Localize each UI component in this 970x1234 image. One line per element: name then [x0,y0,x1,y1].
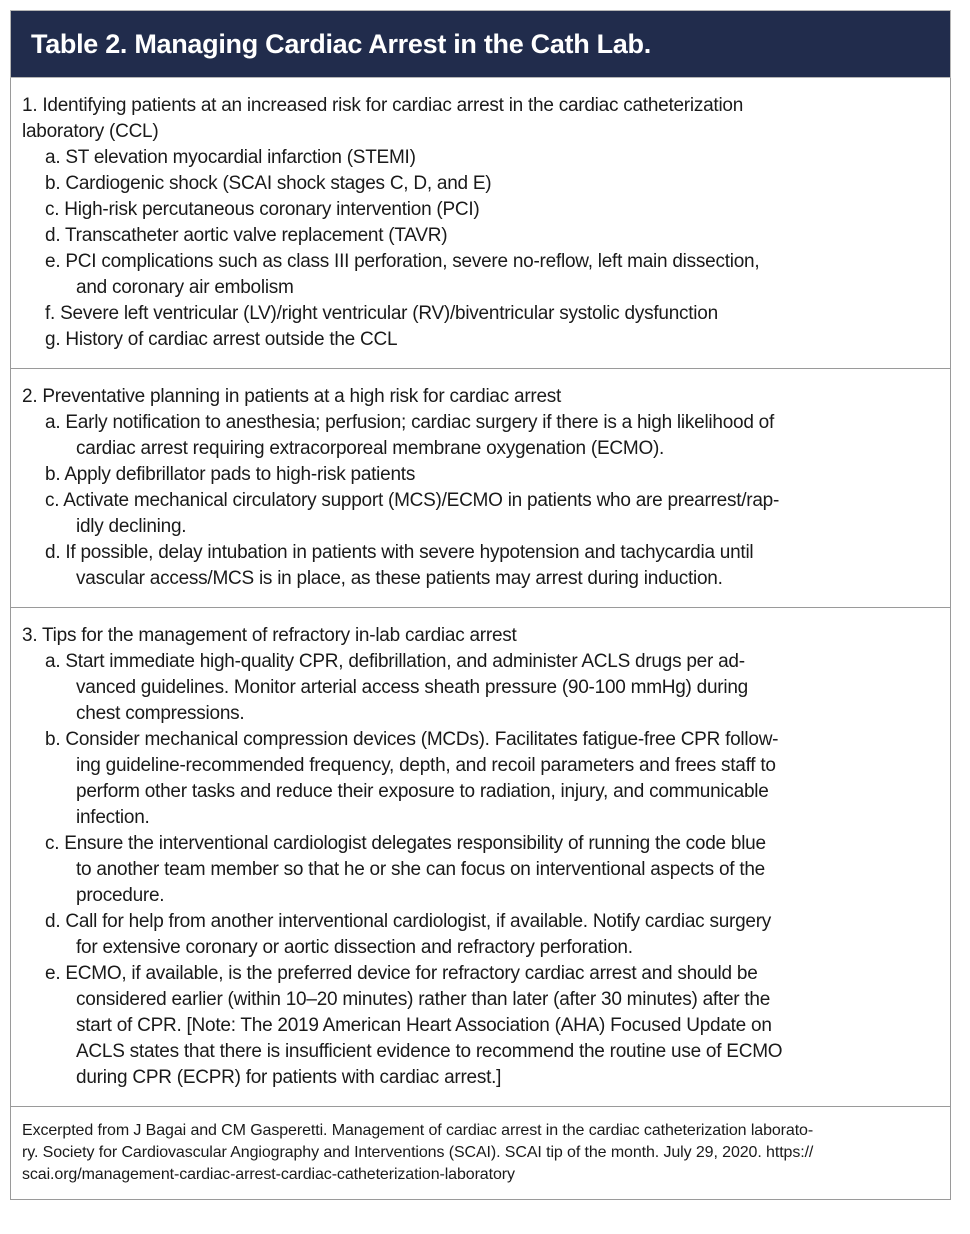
table-section [11,369,950,608]
table-line: e. PCI complications such as class III perforation, severe no-reflow, left main dissection, [45,251,760,272]
table-line: c. Ensure the interventional cardiologist delegates responsibility of running the code blue [45,833,766,854]
table-title: Table 2. Managing Cardiac Arrest in the Cath Lab. [31,28,651,59]
table-line: start of CPR. [Note: The 2019 American Heart Association (AHA) Focused Update on [76,1015,772,1036]
table-line: and coronary air embolism [76,277,294,298]
table-line: e. ECMO, if available, is the preferred device for refractory cardiac arrest and should be [45,963,758,984]
table-sections [11,78,950,1107]
table-line: f. Severe left ventricular (LV)/right ventricular (RV)/biventricular systolic dysfunction [45,303,718,324]
table-line: c. High-risk percutaneous coronary intervention (PCI) [45,199,480,220]
table-line: 2. Preventative planning in patients at a high risk for cardiac arrest [22,386,562,407]
table-figure [10,10,951,1200]
table-line: infection. [76,807,150,828]
table-line: chest compressions. [76,703,245,724]
table-line: cardiac arrest requiring extracorporeal membrane oxygenation (ECMO). [76,438,665,459]
footnote-line: Excerpted from J Bagai and CM Gasperetti. Management of cardiac arrest in the cardiac catheterization laborato- [22,1122,814,1139]
table-line: 1. Identifying patients at an increased risk for cardiac arrest in the cardiac catheterization [22,95,744,116]
table-line: 3. Tips for the management of refractory in-lab cardiac arrest [22,625,517,646]
table-section [11,608,950,1107]
table-line: for extensive coronary or aortic dissection and refractory perforation. [76,937,633,958]
table-section [11,78,950,369]
table-line: a. Early notification to anesthesia; perfusion; cardiac surgery if there is a high likelihood of [45,412,775,433]
table-line: considered earlier (within 10–20 minutes) rather than later (after 30 minutes) after the [76,989,771,1010]
table-line: perform other tasks and reduce their exposure to radiation, injury, and communicable [76,781,769,802]
table-body [10,78,951,1200]
table-line: b. Cardiogenic shock (SCAI shock stages C, D, and E) [45,173,492,194]
table-line: g. History of cardiac arrest outside the CCL [45,329,398,350]
table-line: c. Activate mechanical circulatory support (MCS)/ECMO in patients who are prearrest/rap- [45,490,780,511]
table-line: d. Transcatheter aortic valve replacement (TAVR) [45,225,448,246]
table-line: ACLS states that there is insufficient evidence to recommend the routine use of ECMO [76,1041,783,1062]
table-line: during CPR (ECPR) for patients with cardiac arrest.] [76,1067,502,1088]
table-line: to another team member so that he or she can focus on interventional aspects of the [76,859,765,880]
table-line: d. If possible, delay intubation in patients with severe hypotension and tachycardia until [45,542,754,563]
table-line: b. Consider mechanical compression devices (MCDs). Facilitates fatigue-free CPR follow- [45,729,779,750]
table-line: vascular access/MCS is in place, as these patients may arrest during induction. [76,568,723,589]
table-line: a. Start immediate high-quality CPR, defibrillation, and administer ACLS drugs per ad- [45,651,745,672]
table-line: vanced guidelines. Monitor arterial access sheath pressure (90-100 mmHg) during [76,677,748,698]
footnote-line: ry. Society for Cardiovascular Angiography and Interventions (SCAI). SCAI tip of the month. July 29, 2020. https:// [22,1144,814,1161]
table-line: procedure. [76,885,165,906]
table-line: b. Apply defibrillator pads to high-risk patients [45,464,416,485]
table-line: laboratory (CCL) [22,121,159,142]
footnote-line: scai.org/management-cardiac-arrest-cardiac-catheterization-laboratory [22,1166,515,1183]
table-footnote [11,1107,950,1199]
table-line: a. ST elevation myocardial infarction (STEMI) [45,147,416,168]
table-line: d. Call for help from another interventional cardiologist, if available. Notify cardiac surgery [45,911,772,932]
table-line: idly declining. [76,516,187,537]
table-header [10,10,951,78]
table-line: ing guideline-recommended frequency, depth, and recoil parameters and frees staff to [76,755,776,776]
